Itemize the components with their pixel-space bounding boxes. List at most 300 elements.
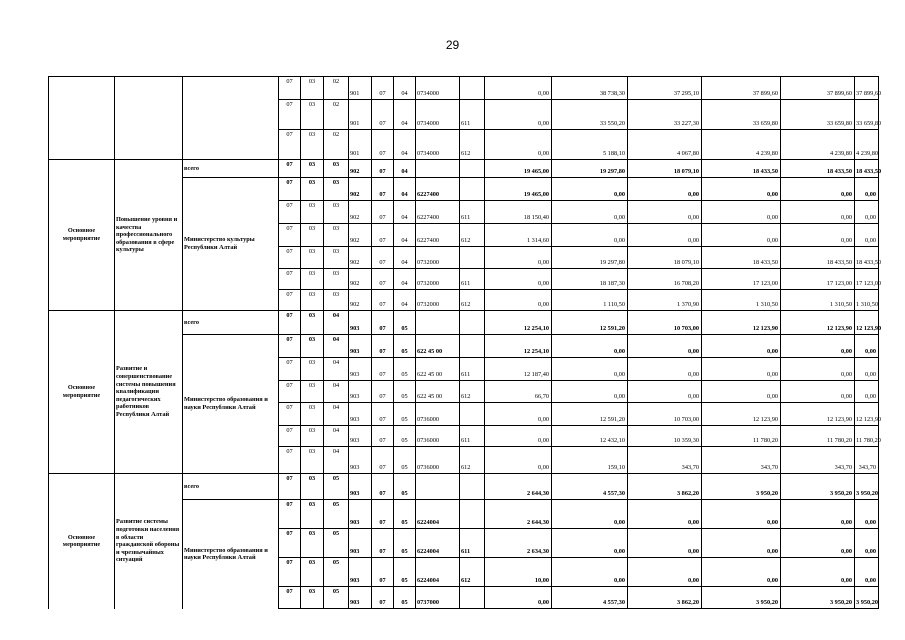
table-cell: 04 (324, 358, 349, 381)
table-cell: 901 (349, 77, 372, 100)
table-cell: 343,70 (628, 447, 702, 474)
table-cell: 0,00 (781, 500, 855, 529)
table-cell: 0,00 (702, 500, 781, 529)
table-cell: 07 (279, 558, 301, 587)
table-cell: 0732000 (416, 290, 460, 311)
table-cell: 05 (324, 474, 349, 500)
activity-name: Развитие и совершенствование системы повышения квалификации педагогических работников Республики Алтай (115, 311, 183, 474)
table-cell: 07 (372, 426, 394, 447)
table-cell: 07 (372, 587, 394, 609)
table-cell: 0,00 (552, 224, 628, 247)
table-cell: 04 (394, 269, 416, 290)
total-label: всего (183, 160, 279, 178)
table-cell: 4 239,80 (702, 130, 781, 160)
table-cell: 0,00 (552, 558, 628, 587)
table-cell: 07 (372, 77, 394, 100)
table-cell (460, 247, 485, 269)
table-cell: 07 (279, 358, 301, 381)
table-cell: 18 079,10 (628, 160, 702, 178)
total-label: всего (183, 474, 279, 500)
table-cell: 07 (279, 381, 301, 403)
table-cell: 3 862,20 (628, 474, 702, 500)
table-cell: 05 (394, 335, 416, 358)
table-cell: 03 (301, 358, 324, 381)
table-cell: 901 (349, 130, 372, 160)
table-cell: 611 (460, 529, 485, 558)
table-cell: 02 (324, 77, 349, 100)
table-cell: 07 (372, 500, 394, 529)
table-cell (460, 474, 485, 500)
table-cell: 19 297,80 (552, 247, 628, 269)
table-cell: 03 (324, 269, 349, 290)
row-label-cell (183, 77, 279, 160)
table-cell: 07 (279, 178, 301, 201)
table-cell: 3 950,20 (781, 587, 855, 609)
table-cell (460, 587, 485, 609)
table-cell: 07 (279, 201, 301, 224)
table-cell: 902 (349, 178, 372, 201)
table-cell: 0,00 (485, 130, 552, 160)
table-cell: 03 (301, 77, 324, 100)
table-cell: 07 (279, 247, 301, 269)
table-cell: 04 (394, 77, 416, 100)
table-cell: 10 703,00 (628, 403, 702, 426)
table-cell: 611 (460, 426, 485, 447)
table-cell: 05 (324, 529, 349, 558)
table-cell: 611 (460, 358, 485, 381)
table-cell: 0,00 (628, 500, 702, 529)
table-cell: 4 557,30 (552, 474, 628, 500)
table-cell: 07 (279, 77, 301, 100)
table-cell: 07 (372, 269, 394, 290)
table-cell: 0,00 (855, 381, 879, 403)
table-cell: 07 (279, 224, 301, 247)
table-cell: 07 (279, 335, 301, 358)
table-cell: 902 (349, 269, 372, 290)
table-cell: 18 150,40 (485, 201, 552, 224)
table-cell: 0736000 (416, 426, 460, 447)
table-cell: 3 950,20 (855, 587, 879, 609)
table-cell: 12 254,10 (485, 311, 552, 335)
table-cell: 612 (460, 447, 485, 474)
table-cell: 05 (394, 529, 416, 558)
table-cell: 0734000 (416, 77, 460, 100)
total-label: всего (183, 311, 279, 335)
table-cell: 33 659,80 (702, 100, 781, 130)
table-cell: 19 297,80 (552, 160, 628, 178)
table-cell: 612 (460, 224, 485, 247)
table-cell: 0,00 (485, 247, 552, 269)
table-cell: 0732000 (416, 247, 460, 269)
table-cell: 04 (394, 100, 416, 130)
table-cell: 05 (324, 587, 349, 609)
table-cell: 0,00 (781, 358, 855, 381)
table-cell: 03 (301, 529, 324, 558)
table-cell: 03 (324, 290, 349, 311)
table-cell: 611 (460, 100, 485, 130)
row-label-cell (115, 77, 183, 160)
table-cell: 03 (301, 381, 324, 403)
table-cell: 07 (279, 500, 301, 529)
table-cell: 0,00 (855, 178, 879, 201)
table-cell: 10,00 (485, 558, 552, 587)
table-cell: 0,00 (781, 201, 855, 224)
responsible-executor: Министерство образования и науки Республики Алтай (183, 335, 279, 474)
table-cell: 03 (301, 500, 324, 529)
table-cell: 0,00 (552, 529, 628, 558)
table-cell: 07 (372, 224, 394, 247)
activity-type: Основное мероприятие (49, 474, 115, 609)
table-cell: 07 (279, 290, 301, 311)
table-cell: 902 (349, 201, 372, 224)
table-cell: 0734000 (416, 130, 460, 160)
table-cell: 0,00 (702, 529, 781, 558)
table-cell: 0,00 (702, 224, 781, 247)
table-cell: 903 (349, 381, 372, 403)
table-cell: 07 (372, 335, 394, 358)
table-cell: 05 (394, 474, 416, 500)
table-cell: 0,00 (552, 500, 628, 529)
table-cell: 903 (349, 403, 372, 426)
table-cell: 04 (394, 247, 416, 269)
table-cell: 0,00 (781, 224, 855, 247)
table-cell: 0,00 (485, 447, 552, 474)
table-cell: 07 (279, 100, 301, 130)
table-cell: 0,00 (855, 558, 879, 587)
table-cell: 03 (301, 201, 324, 224)
table-cell: 03 (301, 447, 324, 474)
table-cell: 3 950,20 (781, 474, 855, 500)
table-cell: 0,00 (628, 529, 702, 558)
table-cell (460, 160, 485, 178)
table-cell: 6224004 (416, 529, 460, 558)
table-cell: 0737000 (416, 587, 460, 609)
table-cell: 07 (372, 130, 394, 160)
table-cell: 0,00 (702, 381, 781, 403)
table-cell: 07 (279, 447, 301, 474)
table-cell: 4 067,80 (628, 130, 702, 160)
table-cell: 03 (324, 160, 349, 178)
table-cell: 04 (324, 426, 349, 447)
table-cell: 903 (349, 587, 372, 609)
table-cell: 11 780,20 (781, 426, 855, 447)
table-cell: 0,00 (485, 290, 552, 311)
table-cell: 3 950,20 (702, 587, 781, 609)
table-cell: 902 (349, 247, 372, 269)
table-cell: 903 (349, 426, 372, 447)
table-cell: 03 (301, 335, 324, 358)
table-cell: 03 (301, 474, 324, 500)
table-cell: 04 (394, 178, 416, 201)
table-cell: 07 (372, 474, 394, 500)
table-cell: 12 123,90 (855, 403, 879, 426)
table-cell: 05 (394, 403, 416, 426)
table-cell: 903 (349, 500, 372, 529)
table-cell: 66,70 (485, 381, 552, 403)
table-cell: 07 (279, 160, 301, 178)
table-cell: 903 (349, 558, 372, 587)
table-cell (460, 311, 485, 335)
table-cell: 07 (279, 403, 301, 426)
table-cell: 6224004 (416, 500, 460, 529)
table-cell: 37 295,10 (628, 77, 702, 100)
table-cell: 622 45 00 (416, 381, 460, 403)
table-row (49, 77, 879, 100)
table-cell: 11 780,20 (702, 426, 781, 447)
table-cell (460, 178, 485, 201)
table-cell: 04 (324, 381, 349, 403)
table-cell: 0,00 (485, 77, 552, 100)
table-cell: 0734000 (416, 100, 460, 130)
table-row (49, 160, 879, 178)
table-cell: 0,00 (628, 201, 702, 224)
table-cell: 03 (301, 100, 324, 130)
table-cell: 6227400 (416, 224, 460, 247)
table-cell: 4 239,80 (781, 130, 855, 160)
table-cell: 0,00 (628, 224, 702, 247)
table-cell: 6227400 (416, 178, 460, 201)
table-cell: 0,00 (781, 558, 855, 587)
table-cell: 03 (301, 558, 324, 587)
table-cell: 902 (349, 224, 372, 247)
row-label-cell (49, 77, 115, 160)
activity-name: Повышение уровня и качества профессионального образования в сфере культуры (115, 160, 183, 311)
table-cell (460, 500, 485, 529)
table-cell: 17 123,00 (702, 269, 781, 290)
table-cell: 0,00 (628, 335, 702, 358)
table-cell: 343,70 (702, 447, 781, 474)
table-cell: 05 (394, 358, 416, 381)
table-row (49, 311, 879, 335)
activity-type: Основное мероприятие (49, 311, 115, 474)
table-cell: 903 (349, 447, 372, 474)
table-cell: 05 (324, 558, 349, 587)
table-cell: 07 (279, 529, 301, 558)
table-cell (460, 403, 485, 426)
table-cell: 0736000 (416, 403, 460, 426)
table-cell: 07 (279, 587, 301, 609)
table-cell: 6227400 (416, 201, 460, 224)
table-cell: 07 (372, 178, 394, 201)
table-cell: 07 (372, 403, 394, 426)
table-cell: 0,00 (781, 529, 855, 558)
table-cell: 0,00 (552, 201, 628, 224)
table-cell: 12 254,10 (485, 335, 552, 358)
table-cell: 1 310,50 (781, 290, 855, 311)
table-cell: 3 950,20 (702, 474, 781, 500)
table-cell: 04 (324, 447, 349, 474)
table-cell: 1 310,50 (855, 290, 879, 311)
table-cell: 12 591,20 (552, 311, 628, 335)
table-cell: 1 310,50 (702, 290, 781, 311)
table-cell: 37 899,60 (855, 77, 879, 100)
table-cell: 33 659,80 (781, 100, 855, 130)
table-cell: 0736000 (416, 447, 460, 474)
table-cell: 05 (394, 558, 416, 587)
table-cell: 903 (349, 529, 372, 558)
table-cell: 03 (324, 201, 349, 224)
table-cell: 05 (324, 500, 349, 529)
table-cell (416, 160, 460, 178)
table-cell: 04 (324, 311, 349, 335)
table-cell: 18 433,50 (781, 247, 855, 269)
table-cell: 07 (279, 426, 301, 447)
table-row (49, 474, 879, 500)
table-cell: 2 634,30 (485, 529, 552, 558)
table-cell: 03 (301, 160, 324, 178)
table-cell: 0,00 (485, 403, 552, 426)
table-cell: 18 433,50 (702, 160, 781, 178)
table-cell: 1 370,90 (628, 290, 702, 311)
table-cell: 0,00 (702, 335, 781, 358)
table-cell: 02 (324, 100, 349, 130)
table-cell: 03 (324, 178, 349, 201)
table-cell: 03 (301, 224, 324, 247)
table-cell: 903 (349, 311, 372, 335)
table-cell: 0,00 (702, 178, 781, 201)
table-cell: 343,70 (855, 447, 879, 474)
table-cell: 5 188,10 (552, 130, 628, 160)
table-cell: 612 (460, 381, 485, 403)
table-cell: 12 591,20 (552, 403, 628, 426)
table-cell: 03 (301, 269, 324, 290)
table-cell: 07 (372, 290, 394, 311)
table-cell: 159,10 (552, 447, 628, 474)
table-cell: 0,00 (781, 178, 855, 201)
table-cell: 03 (324, 224, 349, 247)
table-cell: 12 123,90 (702, 403, 781, 426)
table-cell: 03 (301, 130, 324, 160)
table-cell: 0,00 (552, 335, 628, 358)
table-cell: 03 (301, 178, 324, 201)
table-cell: 07 (372, 160, 394, 178)
table-cell: 04 (324, 335, 349, 358)
table-cell: 0,00 (855, 224, 879, 247)
table-cell: 37 899,60 (702, 77, 781, 100)
table-cell: 4 557,30 (552, 587, 628, 609)
table-cell: 0,00 (702, 358, 781, 381)
table-cell: 07 (372, 381, 394, 403)
table-cell: 0,00 (781, 381, 855, 403)
table-cell: 10 703,00 (628, 311, 702, 335)
table-cell: 02 (324, 130, 349, 160)
table-cell: 612 (460, 130, 485, 160)
table-cell (416, 311, 460, 335)
responsible-executor: Министерство образования и науки Республики Алтай (183, 500, 279, 609)
table-cell: 10 359,30 (628, 426, 702, 447)
table-cell: 0,00 (485, 100, 552, 130)
table-cell: 07 (372, 447, 394, 474)
table-cell: 17 123,00 (781, 269, 855, 290)
table-cell: 03 (324, 247, 349, 269)
table-cell: 12 123,90 (702, 311, 781, 335)
table-cell: 03 (301, 403, 324, 426)
table-cell: 0,00 (485, 426, 552, 447)
table-cell: 07 (372, 358, 394, 381)
table-cell: 38 738,30 (552, 77, 628, 100)
table-cell: 0,00 (628, 178, 702, 201)
table-cell: 612 (460, 558, 485, 587)
activity-type: Основное мероприятие (49, 160, 115, 311)
table-cell: 2 644,30 (485, 474, 552, 500)
table-cell: 04 (394, 130, 416, 160)
table-cell: 04 (394, 290, 416, 311)
table-cell: 903 (349, 358, 372, 381)
table-cell: 03 (301, 247, 324, 269)
table-cell: 12 432,10 (552, 426, 628, 447)
table-cell: 12 123,90 (781, 311, 855, 335)
table-cell: 33 227,30 (628, 100, 702, 130)
table-cell: 07 (372, 311, 394, 335)
table-cell: 07 (372, 100, 394, 130)
table-cell: 18 079,10 (628, 247, 702, 269)
table-cell: 902 (349, 160, 372, 178)
table-cell: 12 123,90 (855, 311, 879, 335)
table-cell: 37 899,60 (781, 77, 855, 100)
table-cell: 0,00 (855, 529, 879, 558)
table-cell: 343,70 (781, 447, 855, 474)
table-cell: 07 (372, 558, 394, 587)
table-cell: 0,00 (702, 201, 781, 224)
table-cell: 902 (349, 290, 372, 311)
table-cell: 07 (372, 529, 394, 558)
table-cell: 33 550,20 (552, 100, 628, 130)
table-cell: 18 433,50 (702, 247, 781, 269)
table-cell: 622 45 00 (416, 335, 460, 358)
table-cell: 05 (394, 381, 416, 403)
table-cell: 03 (301, 311, 324, 335)
table-cell: 07 (279, 474, 301, 500)
table-cell: 03 (301, 290, 324, 311)
table-cell (416, 474, 460, 500)
table-cell: 33 659,80 (855, 100, 879, 130)
table-cell: 18 433,50 (855, 247, 879, 269)
table-cell: 07 (279, 311, 301, 335)
table-cell: 0,00 (628, 358, 702, 381)
table-cell: 0,00 (552, 178, 628, 201)
table-cell: 03 (301, 426, 324, 447)
table-cell: 0,00 (855, 500, 879, 529)
table-cell: 903 (349, 474, 372, 500)
table-cell: 1 314,60 (485, 224, 552, 247)
table-cell: 07 (279, 130, 301, 160)
table-cell: 0,00 (552, 358, 628, 381)
table-cell: 622 45 00 (416, 358, 460, 381)
table-cell: 07 (372, 247, 394, 269)
table-cell: 05 (394, 311, 416, 335)
table-cell: 0,00 (702, 558, 781, 587)
table-cell: 07 (372, 201, 394, 224)
table-cell: 04 (394, 201, 416, 224)
table-cell: 04 (324, 403, 349, 426)
table-cell: 0,00 (855, 358, 879, 381)
table-cell: 4 239,80 (855, 130, 879, 160)
table-cell: 19 465,00 (485, 178, 552, 201)
table-cell: 2 644,30 (485, 500, 552, 529)
table-cell: 05 (394, 587, 416, 609)
activity-name: Развитие системы подготовки населения в области гражданской обороны и чрезвычайных ситуаций (115, 474, 183, 609)
table-cell: 11 780,20 (855, 426, 879, 447)
table-cell: 12 187,40 (485, 358, 552, 381)
table-cell: 18 433,50 (781, 160, 855, 178)
table-cell: 0,00 (781, 335, 855, 358)
responsible-executor: Министерство культуры Республики Алтай (183, 178, 279, 311)
table-cell: 0,00 (628, 558, 702, 587)
table-cell: 3 862,20 (628, 587, 702, 609)
table-cell: 901 (349, 100, 372, 130)
table-cell: 0,00 (855, 201, 879, 224)
page-number: 29 (445, 38, 460, 52)
